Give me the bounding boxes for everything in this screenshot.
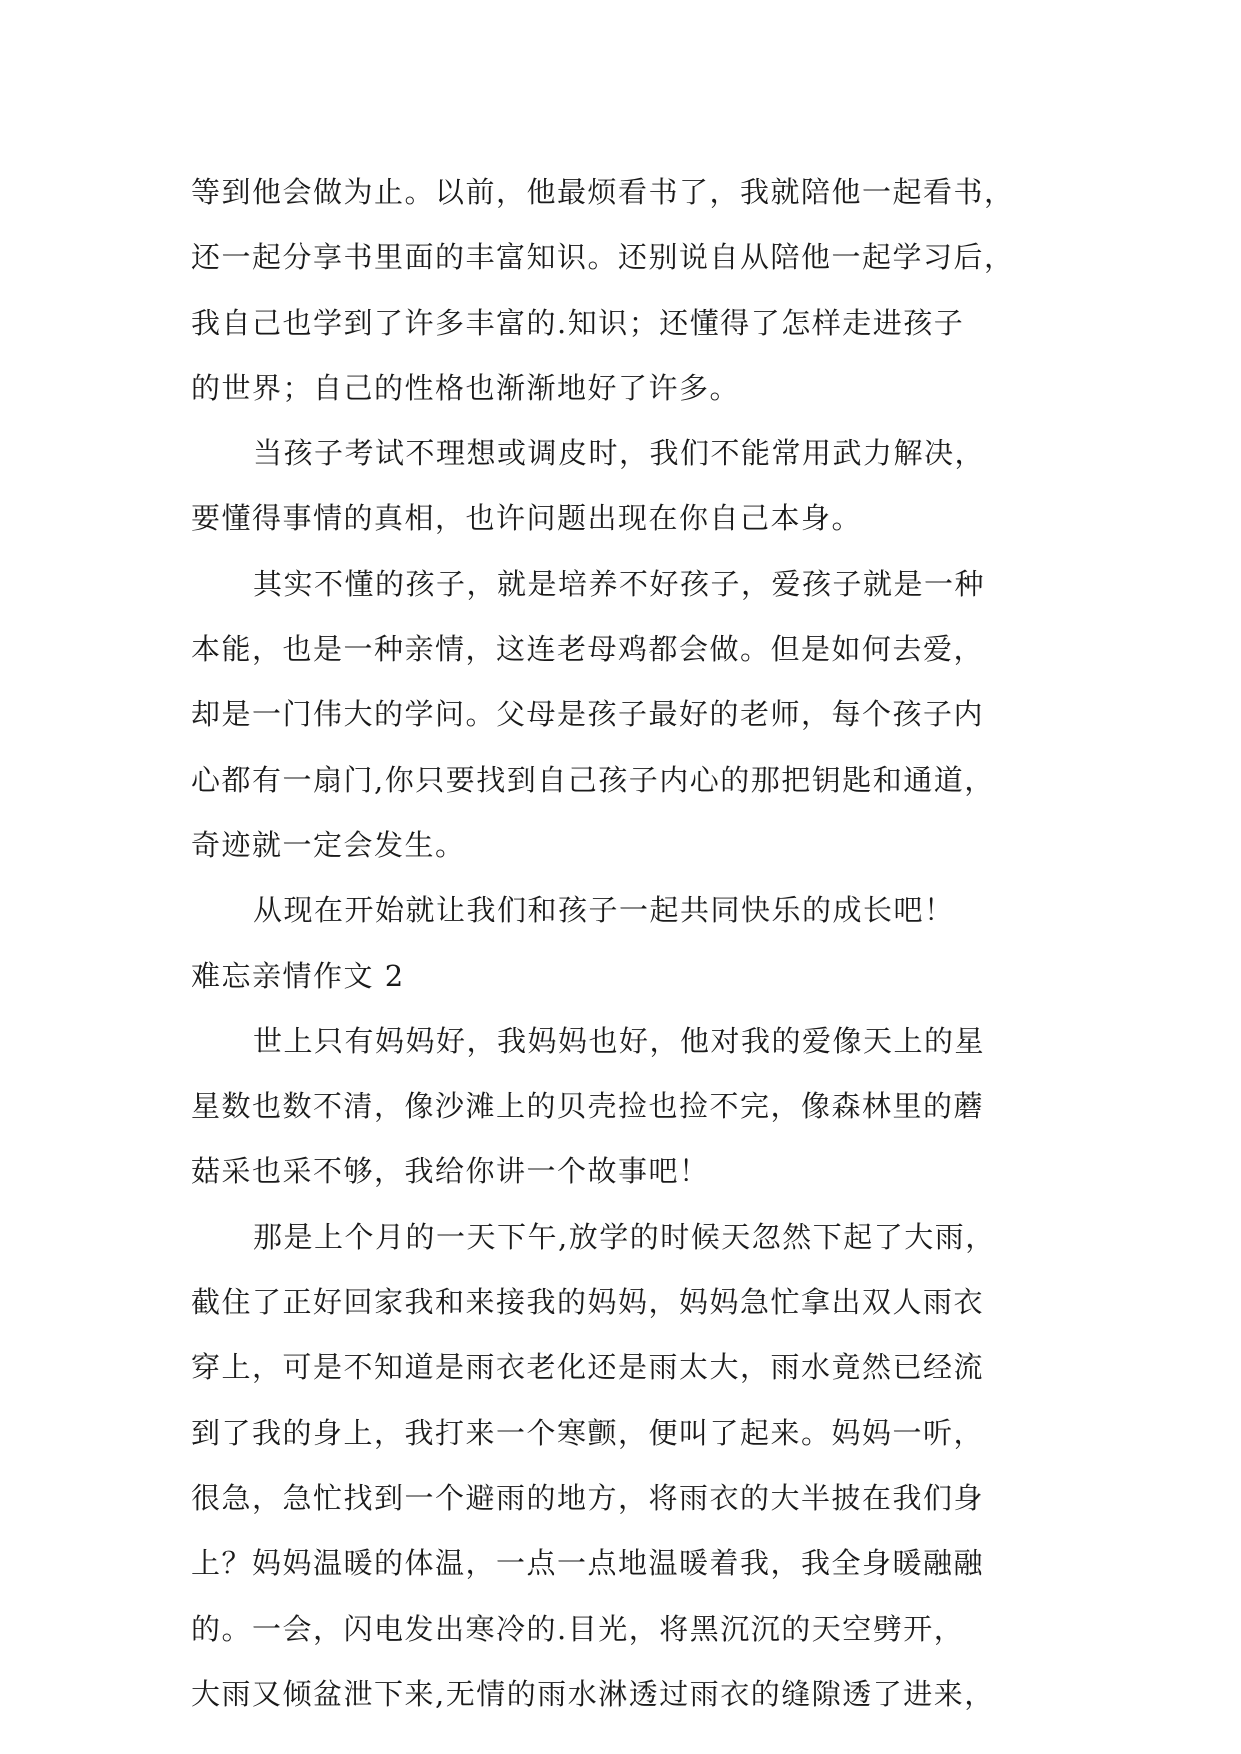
text-line: 的世界；自己的性格也渐渐地好了许多。 [191,370,741,405]
text-line: 那是上个月的一天下午,放学的时候天忽然下起了大雨， [253,1219,996,1254]
text-line: 菇采也采不够，我给你讲一个故事吧！ [191,1154,710,1189]
text-line: 到了我的身上，我打来一个寒颤，便叫了起来。妈妈一听， [191,1415,985,1450]
text-line: 我自己也学到了许多丰富的.知识；还懂得了怎样走进孩子 [191,305,965,340]
text-line: 的。一会，闪电发出寒冷的.目光，将黑沉沉的天空劈开， [191,1611,965,1646]
text-line: 要懂得事情的真相，也许问题出现在你自己本身。 [191,501,863,536]
text-line: 心都有一扇门,你只要找到自己孩子内心的那把钥匙和通道， [191,762,995,797]
document-body [191,160,1091,1727]
text-line: 却是一门伟大的学问。父母是孩子最好的老师，每个孩子内 [191,697,985,732]
section-heading: 难忘亲情作文 2 [191,958,405,993]
text-line: 穿上，可是不知道是雨衣老化还是雨太大，雨水竟然已经流 [191,1350,985,1385]
text-line: 从现在开始就让我们和孩子一起共同快乐的成长吧！ [253,893,955,928]
text-line: 等到他会做为止。以前，他最烦看书了，我就陪他一起看书， [191,175,1015,209]
text-line: 截住了正好回家我和来接我的妈妈，妈妈急忙拿出双人雨衣 [191,1285,985,1320]
text-line: 奇迹就一定会发生。 [191,827,466,862]
text-line: 大雨又倾盆泄下来,无情的雨水淋透过雨衣的缝隙透了进来， [191,1676,995,1711]
text-line: 本能，也是一种亲情，这连老母鸡都会做。但是如何去爱， [191,632,985,667]
text-line: 其实不懂的孩子，就是培养不好孩子，爱孩子就是一种 [253,566,986,601]
text-line: 当孩子考试不理想或调皮时，我们不能常用武力解决， [253,436,986,471]
text-line: 上？妈妈温暖的体温，一点一点地温暖着我，我全身暖融融 [191,1546,985,1581]
text-line: 很急，急忙找到一个避雨的地方，将雨衣的大半披在我们身 [191,1480,985,1515]
text-line: 还一起分享书里面的丰富知识。还别说自从陪他一起学习后， [191,240,1015,275]
text-line: 星数也数不清，像沙滩上的贝壳捡也捡不完，像森林里的蘑 [191,1089,985,1124]
text-line: 世上只有妈妈好，我妈妈也好，他对我的爱像天上的星 [253,1023,986,1058]
